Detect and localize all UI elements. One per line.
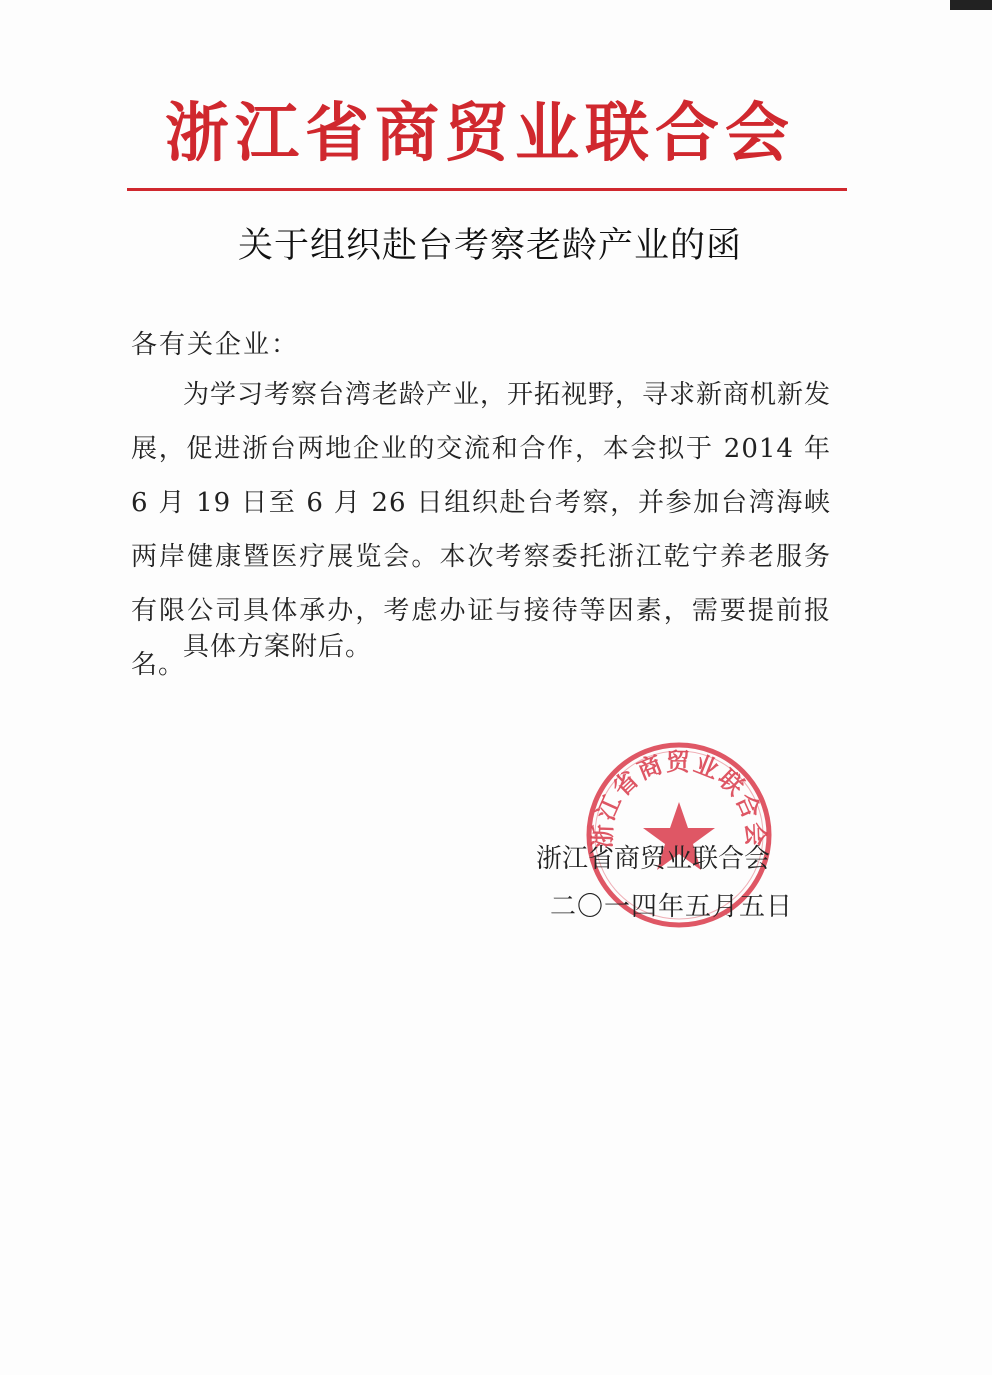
letterhead-organization: 浙江省商贸业联合会	[165, 96, 795, 171]
salutation: 各有关企业：	[131, 330, 300, 360]
body-paragraph-2: 具体方案附后。	[183, 632, 373, 662]
signature-date: 二〇一四年五月五日	[550, 892, 794, 922]
body-paragraph-1: 为学习考察台湾老龄产业，开拓视野，寻求新商机新发展，促进浙台两地企业的交流和合作，本会拟于 2014 年 6 月 19 日至 6 月 26 日组织赴台考察，并参加台湾海峡两岸健康暨医疗展览会。本次考察委托浙江乾宁养老服务有限公司具体承办，考虑办证与接待等因素，需要提前报名。	[131, 380, 832, 680]
signature-organization: 浙江省商贸业联合会	[536, 844, 771, 874]
seal-text: 浙江省商贸业联合会	[587, 747, 771, 849]
letterhead-divider	[127, 188, 847, 191]
scan-corner-mark	[950, 0, 992, 10]
document-title: 关于组织赴台考察老龄产业的函	[237, 226, 742, 266]
